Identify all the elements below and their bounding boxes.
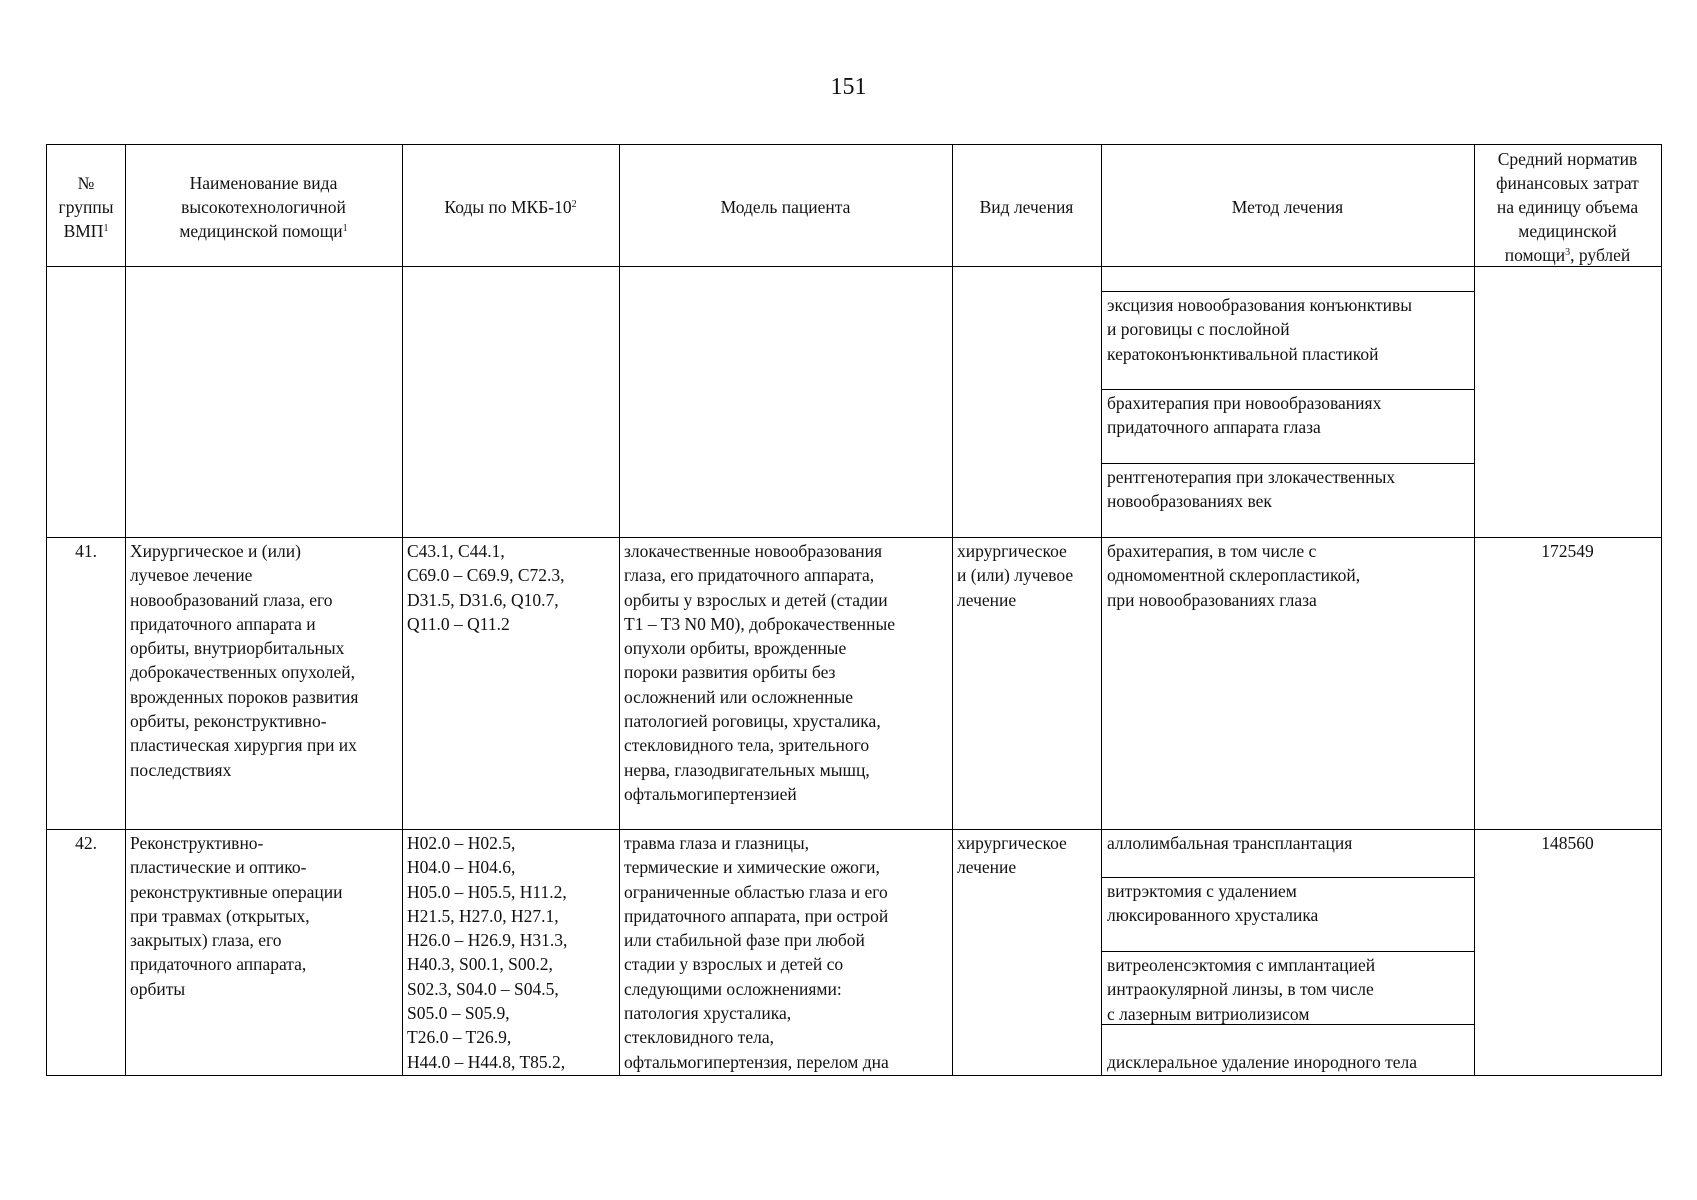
icd-codes: C43.1, C44.1, C69.0 – C69.9, C72.3, D31.5, D31.6, Q10.7, Q11.0 – Q11.2 (407, 541, 565, 634)
header-method: Метод лечения (1231, 197, 1344, 217)
method-item: эксцизия новообразования конъюнктивы и роговицы с послойной кератоконъюнктивальной пластикой (1107, 295, 1412, 364)
column-divider (1474, 145, 1475, 1075)
header-codes: Коды по МКБ-$10^2$ (444, 197, 577, 217)
method-item: витреоленсэктомия с имплантацией интраокулярной линзы, в том числе с лазерным витриолизисом (1107, 955, 1376, 1024)
column-divider (952, 145, 953, 1075)
cost-value: 148560 (1541, 833, 1594, 853)
header-group-no: № группы ВМП$^1$ (58, 173, 114, 241)
method-item: рентгенотерапия при злокачественных новообразованиях век (1107, 467, 1396, 512)
method-divider (1101, 877, 1474, 878)
row-number: 41. (75, 541, 97, 561)
method-item: брахитерапия при новообразованиях придаточного аппарата глаза (1107, 393, 1382, 438)
method-divider (1101, 389, 1474, 390)
treatment-type: хирургическое лечение (957, 833, 1067, 878)
row-number: 42. (75, 833, 97, 853)
vmp-name: Реконструктивно- пластические и оптико- реконструктивные операции при травмах (открытых, закрытых) глаза, его придаточного аппарата, орбиты (130, 833, 343, 999)
header-cost: Средний норматив финансовых затрат на единицу объема медицинской помощи$^3$, рублей (1496, 149, 1639, 265)
header-treatment-type: Вид лечения (979, 197, 1074, 217)
header-name: Наименование вида высокотехнологичной медицинской помощи$^1$ (179, 173, 348, 241)
patient-model: травма глаза и глазницы, термические и химические ожоги, ограниченные областью глаза и его придаточного аппарата, при острой или стабильной фазе при любой стадии у взрослых и детей со следующими осложнениями: патология хрусталика, стекловидного тела, офтальмогипертензия, перелом дна (624, 833, 889, 1072)
patient-model: злокачественные новообразования глаза, его придаточного аппарата, орбиты у взрослых и детей (стадии T1 – T3 N0 M0), доброкачественные опухоли орбиты, врожденные пороки развития орбиты без осложнений или осложненные патологией роговицы, хрусталика, стекловидного тела, зрительного нерва, глазодвигательных мышц, офтальмогипертензией (624, 541, 896, 804)
vmp-name: Хирургическое и (или) лучевое лечение новообразований глаза, его придаточного аппарата и орбиты, внутриорбитальных доброкачественных опухолей, врожденных пороков развития орбиты, реконструктивно- пластическая хирургия при их последствиях (130, 541, 359, 780)
column-divider (1101, 145, 1102, 1075)
column-divider (619, 145, 620, 1075)
method-item: брахитерапия, в том числе с одномоментной склеропластикой, при новообразованиях глаза (1107, 541, 1361, 610)
column-divider (402, 145, 403, 1075)
method-item: витрэктомия с удалением люксированного хрусталика (1107, 881, 1319, 926)
page-number: 151 (830, 74, 867, 100)
row-divider (47, 829, 1661, 830)
row-divider (47, 266, 1661, 267)
column-divider (125, 145, 126, 1075)
treatment-type: хирургическое и (или) лучевое лечение (957, 541, 1074, 610)
icd-codes: H02.0 – H02.5, H04.0 – H04.6, H05.0 – H05.5, H11.2, H21.5, H27.0, H27.1, H26.0 – H26.9, H31.3, H40.3, S00.1, S00.2, S02.3, S04.0 – S04.5, S05.0 – S05.9, T26.0 – T26.9, H44.0 – H44.8, T85.2, (407, 833, 568, 1072)
cost-value: 172549 (1541, 541, 1594, 561)
method-divider (1101, 463, 1474, 464)
method-item: дисклеральное удаление инородного тела (1107, 1052, 1418, 1072)
method-divider (1101, 291, 1474, 292)
header-patient-model: Модель пациента (720, 197, 851, 217)
row-divider (47, 537, 1661, 538)
method-item: аллолимбальная трансплантация (1107, 833, 1353, 853)
method-divider (1101, 951, 1474, 952)
vmp-table (46, 144, 1662, 1076)
